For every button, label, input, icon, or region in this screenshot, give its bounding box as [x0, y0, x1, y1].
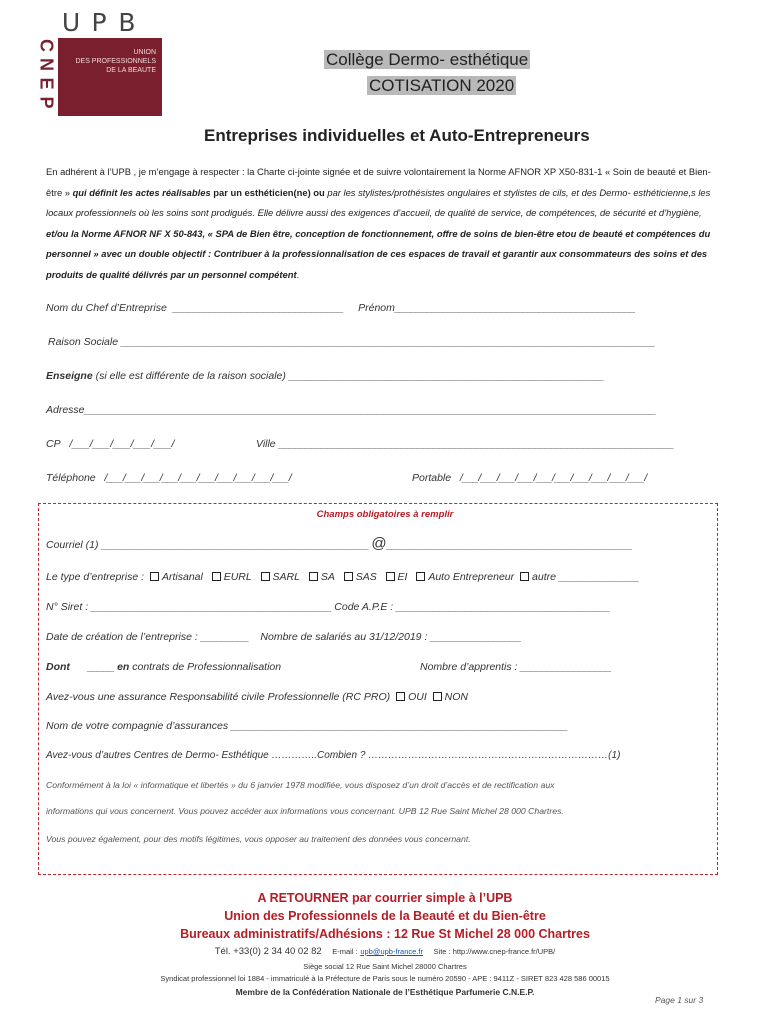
intro-text: qui définit les actes réalisables — [72, 186, 211, 198]
ville-field[interactable]: __________________________________________________________________________ — [278, 438, 674, 450]
siret-field[interactable]: _____________________________________________ — [91, 601, 332, 613]
eurl-checkbox[interactable] — [212, 572, 221, 581]
prenom-label: Prénom — [358, 302, 395, 314]
college-title — [324, 50, 530, 70]
cotisation-title — [367, 76, 516, 96]
autre-field[interactable]: _______________ — [558, 571, 640, 583]
compagnie-label: Nom de votre compagnie d’assurances — [46, 720, 229, 732]
courriel-field[interactable]: __________________________________________________ — [101, 539, 369, 551]
adresse-label: Adresse — [46, 404, 85, 416]
date-creation-row — [46, 631, 521, 643]
portable-row — [412, 472, 647, 484]
eurl-label: EURL — [223, 571, 252, 583]
intro-text: En adhérent à l’UPB , je m’engage à respecter : la Charte ci-jointe signée et de suivre volontairement la Norme AFNOR XP X50-831-1 « Soin de beauté et Bien-être » — [46, 166, 711, 198]
enseigne-note: (si elle est différente de la raison sociale) — [95, 370, 286, 382]
nb-salaries-label: Nombre de salariés au 31/12/2019 : — [260, 631, 428, 643]
logo-text-line: DE LA BEAUTE — [106, 67, 156, 74]
logo-letter: U — [61, 8, 83, 37]
logo-letter: P — [91, 8, 109, 37]
logo-letter: N — [36, 58, 57, 71]
logo-text-line: DES PROFESSIONNELS — [75, 58, 156, 65]
en-label: en — [117, 661, 130, 673]
assurance-label: Avez-vous une assurance Responsabilité civile Professionnelle (RC PRO) — [46, 691, 391, 703]
raison-sociale-field[interactable]: ____________________________________________________________________________________________________ — [120, 336, 655, 348]
enseigne-label: Enseigne — [46, 370, 93, 382]
artisanal-label: Artisanal — [161, 571, 203, 583]
logo-letter: C — [36, 39, 57, 52]
at-sign: @ — [371, 535, 387, 552]
type-entreprise-row — [46, 571, 639, 583]
siret-row — [46, 601, 610, 613]
contact-line — [0, 946, 770, 957]
dont-label: Dont — [46, 661, 70, 673]
adresse-row — [46, 404, 656, 416]
compagnie-field[interactable]: _______________________________________________________________ — [231, 720, 568, 732]
logo-letter: B — [118, 8, 138, 37]
upb-cnep-logo — [36, 8, 162, 116]
sas-checkbox[interactable] — [344, 572, 353, 581]
ville-label: Ville — [256, 438, 276, 450]
enseigne-field[interactable]: ___________________________________________________________ — [288, 370, 604, 382]
courriel-row — [46, 535, 632, 552]
portable-field[interactable]: /___/___/___/___/___/___/___/___/___/___/ — [459, 472, 647, 484]
required-fields-box — [38, 503, 718, 875]
required-fields-heading: Champs obligatoires à remplir — [316, 509, 454, 520]
autre-label: autre — [532, 571, 556, 583]
portable-label: Portable — [412, 472, 452, 484]
non-checkbox[interactable] — [433, 692, 442, 701]
syndicat-line: Syndicat professionnel loi 1884 - immatriculé à la Préfecture de Paris sous le numéro 20590 - APE : 9411Z - SIRET 823 428 586 00015 — [160, 974, 610, 983]
sa-label: SA — [320, 571, 335, 583]
ei-checkbox[interactable] — [386, 572, 395, 581]
logo-upb-letters — [58, 8, 142, 37]
union-line: Union des Professionnels de la Beauté et du Bien-être — [224, 909, 546, 923]
sa-checkbox[interactable] — [309, 572, 318, 581]
telephone-field[interactable]: /___/___/___/___/___/___/___/___/___/___/ — [104, 472, 292, 484]
page-number: Page 1 sur 3 — [655, 995, 704, 1005]
autre-checkbox[interactable] — [520, 572, 529, 581]
logo-box-text — [75, 48, 156, 75]
intro-text: par un esthéticien(ne) ou — [210, 186, 328, 198]
nom-chef-label: Nom du Chef d’Entreprise — [46, 302, 167, 314]
autres-centres-row[interactable]: Avez-vous d’autres Centres de Dermo- Esthétique …………..Combien ? ………………………………………………………………(1) — [46, 750, 621, 761]
intro-text: et/ou la Norme AFNOR NF X 50-843, « SPA de Bien être, conception de fonctionnement, offre de soins de bien-être etou de beauté et compétences du personnel » avec un double objectif : Contribuer à la professionnalisation de ces espaces de travail et garantir aux consommateurs des soins et des produits de qualité délivrés par un personnel compétent — [46, 227, 711, 280]
date-creation-field[interactable]: _________ — [200, 631, 249, 643]
nb-salaries-field[interactable]: _________________ — [430, 631, 522, 643]
raison-sociale-row — [48, 336, 655, 348]
code-ape-label: Code A.P.E : — [334, 601, 394, 613]
assurance-row — [46, 691, 468, 703]
legal-line-1: Conformément à la loi « informatique et libertés » du 6 janvier 1978 modifiée, vous disposez d’un droit d’accès et de rectification aux — [46, 780, 555, 790]
courriel-domain-field[interactable]: ______________________________________________ — [386, 539, 633, 551]
sas-label: SAS — [355, 571, 377, 583]
ville-row — [256, 438, 674, 450]
date-creation-label: Date de création de l’entreprise : — [46, 631, 198, 643]
courriel-label: Courriel (1) — [46, 539, 99, 551]
cotisation-title-text: COTISATION 2020 — [369, 76, 515, 95]
logo-text-line: UNION — [133, 49, 156, 56]
retour-line: A RETOURNER par courrier simple à l’UPB — [257, 891, 513, 905]
email-link[interactable]: upb@upb-france.fr — [360, 947, 423, 956]
apprentis-field[interactable]: _________________ — [520, 661, 612, 673]
legal-line-3: Vous pouvez également, pour des motifs légitimes, vous opposer au traitement des données vous concernant. — [46, 834, 471, 844]
siege-line: Siège social 12 Rue Saint Michel 28000 Chartres — [303, 962, 467, 971]
contrats-label: contrats de Professionnalisation — [132, 661, 282, 673]
sarl-checkbox[interactable] — [261, 572, 270, 581]
cp-label: CP — [46, 438, 61, 450]
membre-line: Membre de la Confédération Nationale de l’Esthétique Parfumerie C.N.E.P. — [235, 987, 535, 997]
artisanal-checkbox[interactable] — [150, 572, 159, 581]
adresse-field[interactable]: ___________________________________________________________________________________________________________ — [84, 404, 656, 416]
page-subtitle: Entreprises individuelles et Auto-Entrepreneurs — [204, 126, 590, 145]
oui-label: OUI — [408, 691, 427, 703]
sarl-label: SARL — [272, 571, 300, 583]
non-label: NON — [444, 691, 468, 703]
dont-row — [46, 661, 281, 673]
apprentis-label: Nombre d’apprentis : — [420, 661, 518, 673]
intro-text: par les stylistes/prothésistes ongulaires et stylistes de cils, et des Dermo- esthéticienne,s les locaux professionnels où les soins sont prodigués. Elle délivre aussi des exigences d’accueil, de qualité de service, de compétences, de sécurité et d’hygiène, — [46, 186, 711, 219]
intro-text: . — [296, 268, 300, 280]
telephone-number: Tél. +33(0) 2 34 40 02 82 — [214, 946, 322, 957]
logo-letter: E — [36, 77, 57, 90]
college-title-text: Collège Dermo- esthétique — [326, 50, 529, 69]
nom-chef-field[interactable]: ________________________________ — [172, 302, 344, 314]
enseigne-row — [46, 370, 604, 382]
raison-sociale-label: Raison Sociale — [48, 336, 119, 348]
siret-label: N° Siret : — [46, 601, 89, 613]
cp-field[interactable]: /___/___/___/___/___/ — [69, 438, 175, 450]
legal-line-2: informations qui vous concernent. Vous pouvez accéder aux informations vous concernant. UPB 12 Rue Saint Michel 28 000 Chartres. — [46, 806, 564, 816]
cp-row — [46, 438, 174, 450]
bureaux-line: Bureaux administratifs/Adhésions : 12 Rue St Michel 28 000 Chartres — [180, 927, 590, 941]
auto-entrepreneur-label: Auto Entrepreneur — [428, 571, 515, 583]
intro-paragraph — [46, 162, 722, 286]
nom-chef-row — [46, 302, 635, 314]
logo-letter: P — [36, 96, 57, 109]
email-label: E-mail : — [332, 947, 358, 956]
type-entreprise-label: Le type d’entreprise : — [46, 571, 145, 583]
oui-checkbox[interactable] — [396, 692, 405, 701]
telephone-row — [46, 472, 291, 484]
logo-cnep-letters — [36, 36, 58, 116]
dont-field[interactable]: _____ — [87, 661, 115, 673]
site-link[interactable]: Site : http://www.cnep-france.fr/UPB/ — [433, 947, 556, 956]
apprentis-row — [420, 661, 611, 673]
ei-label: EI — [397, 571, 408, 583]
code-ape-field[interactable]: ________________________________________ — [396, 601, 610, 613]
telephone-label: Téléphone — [46, 472, 96, 484]
prenom-field[interactable]: _____________________________________________ — [394, 302, 636, 314]
auto-entrepreneur-checkbox[interactable] — [416, 572, 425, 581]
compagnie-row — [46, 720, 567, 732]
